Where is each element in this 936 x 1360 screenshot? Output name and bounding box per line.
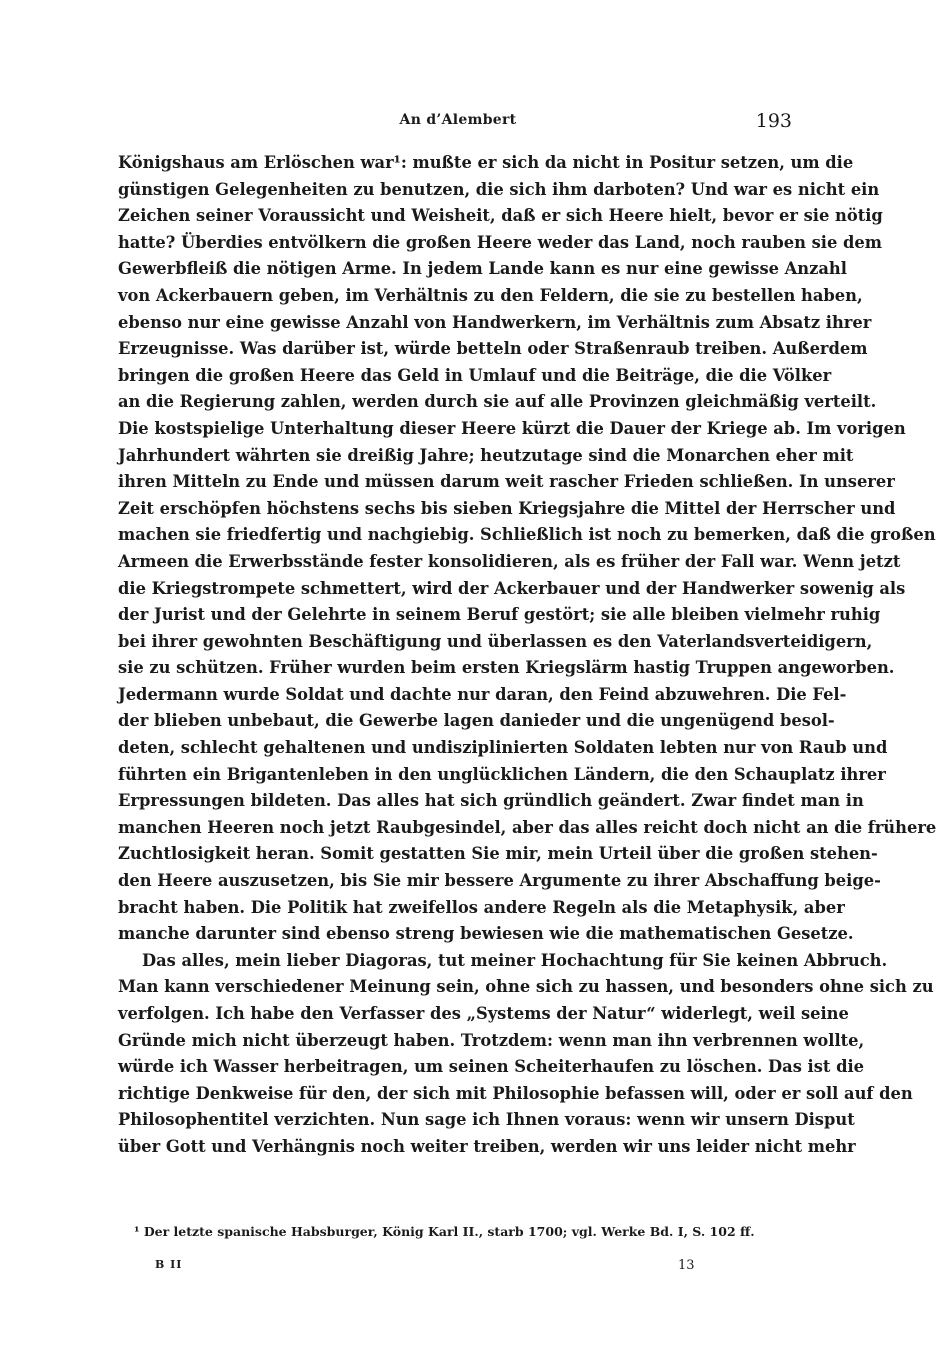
running-head <box>118 112 798 136</box>
text-line: deten, schlecht gehaltenen und undisziplinierten Soldaten lebten nur von Raub und <box>118 738 888 758</box>
text-line: hatte? Überdies entvölkern die großen Heere weder das Land, noch rauben sie dem <box>118 232 882 252</box>
text-line: ihren Mitteln zu Ende und müssen darum weit rascher Frieden schließen. In unserer <box>118 472 895 492</box>
body-text <box>118 150 936 1161</box>
text-line: die Kriegstrompete schmettert, wird der Ackerbauer und der Handwerker sowenig als <box>118 578 906 598</box>
text-line: Das alles, mein lieber Diagoras, tut meiner Hochachtung für Sie keinen Abbruch. <box>142 950 888 970</box>
text-line: Gewerbfleiß die nötigen Arme. In jedem Lande kann es nur eine gewisse Anzahl <box>118 259 847 279</box>
text-line: Zeichen seiner Voraussicht und Weisheit, daß er sich Heere hielt, bevor er sie nötig <box>118 206 883 226</box>
text-line: Jahrhundert währten sie dreißig Jahre; heutzutage sind die Monarchen eher mit <box>118 445 854 465</box>
text-line: machen sie friedfertig und nachgiebig. Schließlich ist noch zu bemerken, daß die großen <box>118 525 936 545</box>
text-line: Erzeugnisse. Was darüber ist, würde betteln oder Straßenraub treiben. Außerdem <box>118 339 868 359</box>
text-line: bei ihrer gewohnten Beschäftigung und überlassen es den Vaterlandsverteidigern, <box>118 631 873 651</box>
text-line: der blieben unbebaut, die Gewerbe lagen danieder und die ungenügend besol- <box>118 711 835 731</box>
text-line: Jedermann wurde Soldat und dachte nur daran, den Feind abzuwehren. Die Fel- <box>118 684 847 704</box>
running-title: An d’Alembert <box>399 112 517 128</box>
text-line: an die Regierung zahlen, werden durch sie auf alle Provinzen gleichmäßig verteilt. <box>118 392 877 412</box>
text-line: Die kostspielige Unterhaltung dieser Heere kürzt die Dauer der Kriege ab. Im vorigen <box>118 418 906 438</box>
signature-mark: B II <box>155 1258 183 1271</box>
text-line: verfolgen. Ich habe den Verfasser des „Systems der Natur“ widerlegt, weil seine <box>118 1004 849 1023</box>
text-line: Armeen die Erwerbsstände fester konsolidieren, als es früher der Fall war. Wenn jetzt <box>118 551 901 571</box>
text-line: bracht haben. Die Politik hat zweifellos andere Regeln als die Metaphysik, aber <box>118 897 845 917</box>
text-line: der Jurist und der Gelehrte in seinem Beruf gestört; sie alle bleiben vielmehr ruhig <box>118 605 881 625</box>
text-line: manche darunter sind ebenso streng bewiesen wie die mathematischen Gesetze. <box>118 924 854 944</box>
signature-number: 13 <box>678 1258 695 1273</box>
text-line: sie zu schützen. Früher wurden beim ersten Kriegslärm hastig Truppen angeworben. <box>118 658 895 678</box>
text-line: über Gott und Verhängnis noch weiter treiben, werden wir uns leider nicht mehr <box>118 1136 856 1156</box>
text-line: richtige Denkweise für den, der sich mit Philosophie befassen will, oder er soll auf den <box>118 1083 913 1103</box>
text-line: würde ich Wasser herbeitragen, um seinen Scheiterhaufen zu löschen. Das ist die <box>118 1057 865 1077</box>
text-line: Zuchtlosigkeit heran. Somit gestatten Sie mir, mein Urteil über die großen stehen- <box>118 844 878 864</box>
text-line: günstigen Gelegenheiten zu benutzen, die sich ihm darboten? Und war es nicht ein <box>118 179 880 199</box>
page-number: 193 <box>755 110 792 132</box>
text-line: manchen Heeren noch jetzt Raubgesindel, aber das alles reicht doch nicht an die frühere <box>118 817 936 837</box>
text-line: Philosophentitel verzichten. Nun sage ich Ihnen voraus: wenn wir unsern Disput <box>118 1110 855 1130</box>
text-line: Man kann verschiedener Meinung sein, ohne sich zu hassen, und besonders ohne sich zu <box>118 977 934 997</box>
text-line: bringen die großen Heere das Geld in Umlauf und die Beiträge, die die Völker <box>118 365 832 385</box>
text-line: ebenso nur eine gewisse Anzahl von Handwerkern, im Verhältnis zum Absatz ihrer <box>118 312 872 332</box>
text-line: Erpressungen bildeten. Das alles hat sich gründlich geändert. Zwar findet man in <box>118 791 864 811</box>
footnote: ¹ Der letzte spanische Habsburger, König Karl II., starb 1700; vgl. Werke Bd. I, S. 102 ff. <box>134 1224 755 1239</box>
text-line: Königshaus am Erlöschen war¹: mußte er sich da nicht in Positur setzen, um die <box>118 153 854 172</box>
text-line: von Ackerbauern geben, im Verhältnis zu den Feldern, die sie zu bestellen haben, <box>118 285 863 305</box>
text-line: Gründe mich nicht überzeugt haben. Trotzdem: wenn man ihn verbrennen wollte, <box>118 1030 865 1050</box>
text-line: Zeit erschöpfen höchstens sechs bis sieben Kriegsjahre die Mittel der Herrscher und <box>118 498 896 518</box>
text-line: führten ein Brigantenleben in den unglücklichen Ländern, die den Schauplatz ihrer <box>118 764 886 784</box>
text-line: den Heere auszusetzen, bis Sie mir bessere Argumente zu ihrer Abschaffung beige- <box>118 871 881 891</box>
